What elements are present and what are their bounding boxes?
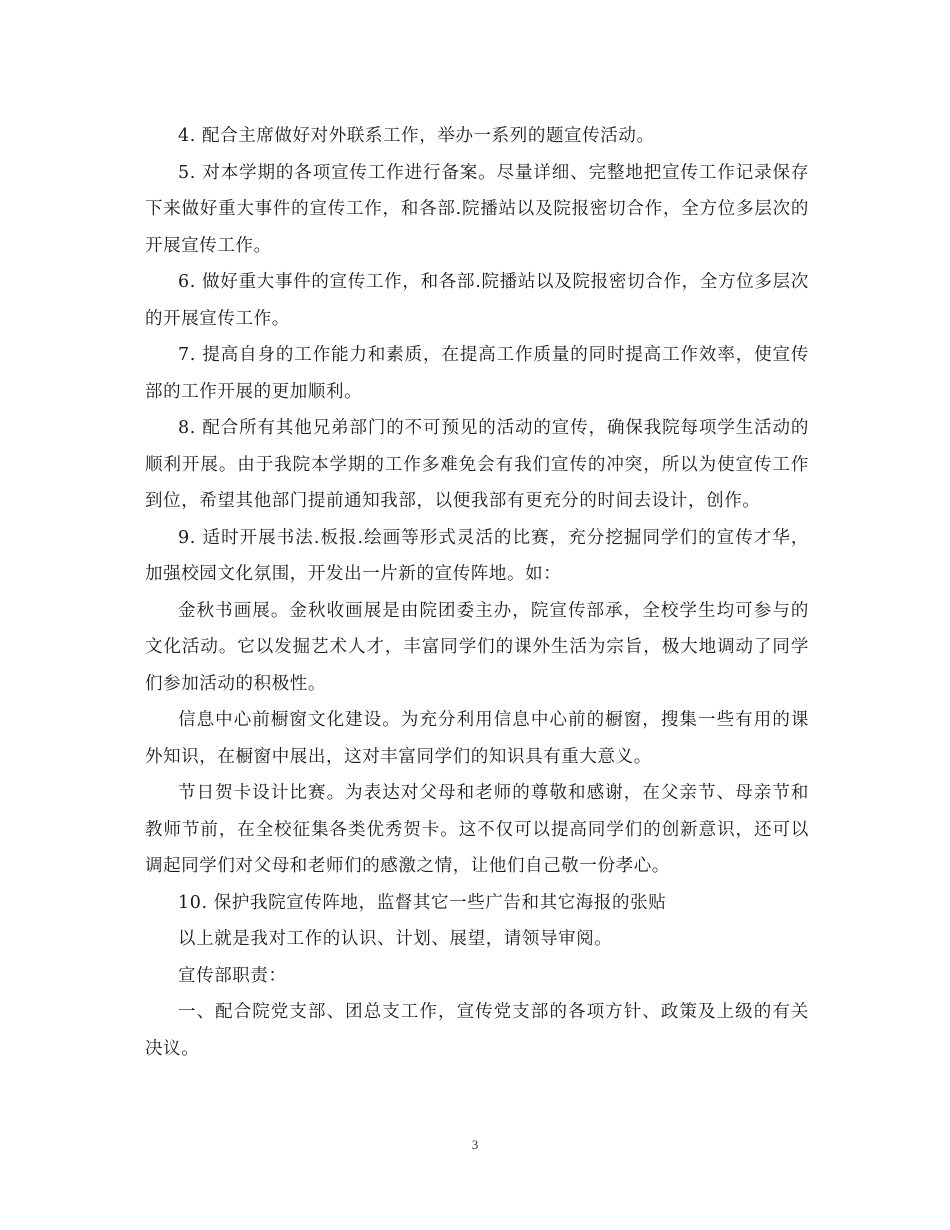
paragraph-item-10: 10. 保护我院宣传阵地，监督其它一些广告和其它海报的张贴: [178, 892, 667, 913]
page-number: 3: [471, 1137, 479, 1152]
paragraph-item-5: 5. 对本学期的各项宣传工作进行备案。尽量详细、完整地把宣传工作记录保存下来做好重大事件的宣传工作，和各部.院播站以及院报密切合作，全方位多层次的开展宣传工作。: [145, 162, 809, 256]
paragraph-calligraphy-exhibition: 金秋书画展。金秋收画展是由院团委主办，院宣传部承，全校学生均可参与的文化活动。它以发掘艺术人才，丰富同学们的课外生活为宗旨，极大地调动了同学们参加活动的积极性。: [145, 600, 809, 694]
paragraph-item-4: 4. 配合主席做好对外联系工作，举办一系列的题宣传活动。: [178, 126, 655, 146]
paragraph-showcase-culture: 信息中心前橱窗文化建设。为充分利用信息中心前的橱窗，搜集一些有用的课外知识，在橱窗中展出，这对丰富同学们的知识具有重大意义。: [145, 710, 809, 767]
paragraph-item-8: 8. 配合所有其他兄弟部门的不可预见的活动的宣传，确保我院每项学生活动的顺利开展。由于我院本学期的工作多难免会有我们宣传的冲突，所以为使宣传工作到位，希望其他部门提前通知我部，以便我部有更充分的时间去设计，创作。: [145, 418, 809, 511]
section-heading-duties: 宣传部职责：: [178, 965, 287, 986]
paragraph-greeting-card-contest: 节日贺卡设计比赛。为表达对父母和老师的尊敬和感谢，在父亲节、母亲节和教师节前，在全校征集各类优秀贺卡。这不仅可以提高同学们的创新意识，还可以调起同学们对父母和老师们的感激之情，让他们自己敬一份孝心。: [145, 783, 809, 876]
paragraph-closing: 以上就是我对工作的认识、计划、展望，请领导审阅。: [178, 929, 613, 949]
paragraph-item-7: 7. 提高自身的工作能力和素质，在提高工作质量的同时提高工作效率，使宣传部的工作开展的更加顺利。: [145, 345, 809, 402]
document-body: [145, 118, 809, 1067]
paragraph-duty-1: 一、配合院党支部、团总支工作，宣传党支部的各项方针、政策及上级的有关决议。: [145, 1002, 809, 1059]
paragraph-item-9: 9. 适时开展书法.板报.绘画等形式灵活的比赛，充分挖掘同学们的宣传才华，加强校园文化氛围，开发出一片新的宣传阵地。如：: [145, 527, 809, 584]
paragraph-item-6: 6. 做好重大事件的宣传工作，和各部.院播站以及院报密切合作，全方位多层次的开展宣传工作。: [145, 272, 809, 329]
